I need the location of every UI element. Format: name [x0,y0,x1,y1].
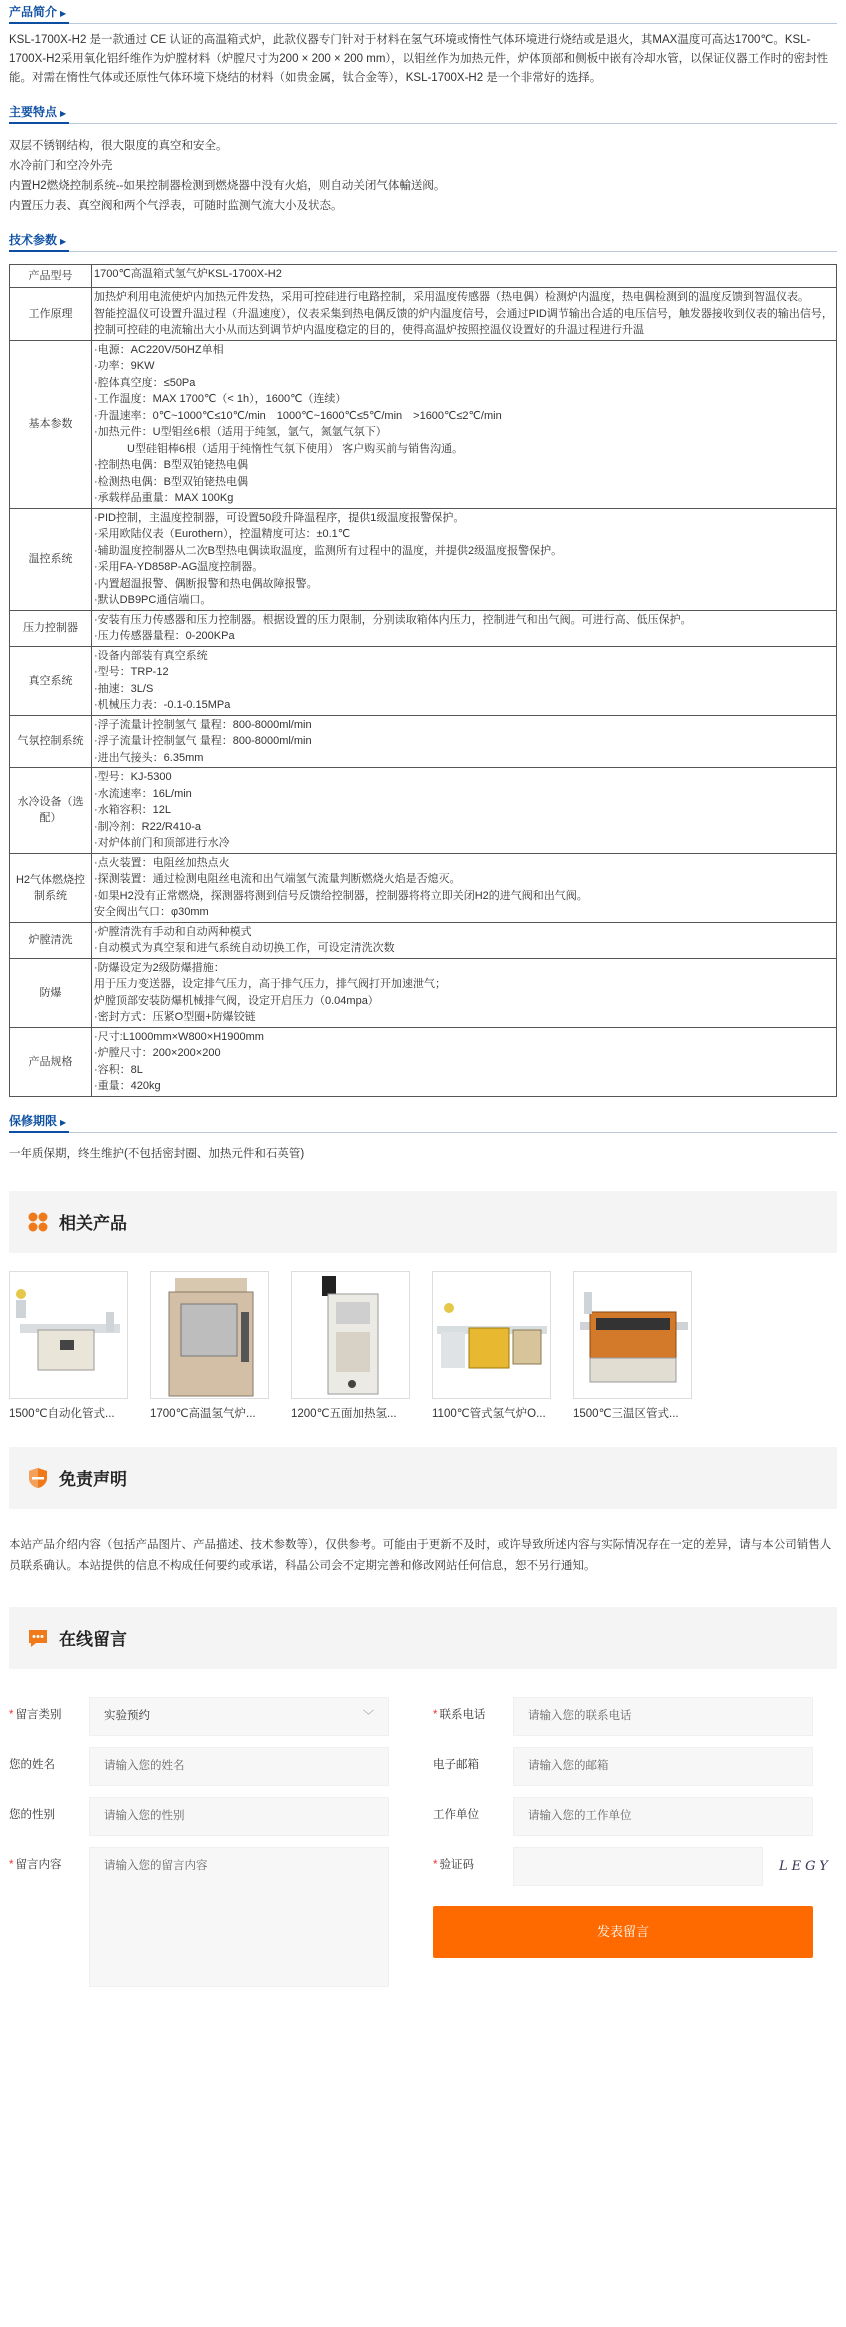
intro-paragraph: KSL-1700X-H2 是一款通过 CE 认证的高温箱式炉，此款仪器专门针对于材料在氢气环境或惰性气体环境进行烧结或是退火，其MAX温度可高达1700℃。KSL-1700X-H2采用氧化铝纤维作为炉膛材料（炉膛尺寸为200 × 200 × 200 mm），以钼丝作为加热元件，炉体顶部和侧板中嵌有冷却水管，以保证仪器工作时的密封性能。对需在惰性气体或还原性气体环境下烧结的材料（如贵金属，钛合金等），KSL-1700X-H2 是一个非常好的选择。 [9,34,829,84]
spec-line: ·抽速：3L/S [94,682,154,695]
table-row [10,853,837,922]
spec-line: ·辅助温度控制器从二次B型热电偶读取温度，监测所有过程中的温度，并提供2级温度报警保护。 [94,544,563,557]
message-form [9,1697,837,1987]
arrow-right-icon: ▶ [60,237,67,246]
spec-line: ·水箱容积：12L [94,804,172,816]
spec-line: ·压力传感器量程：0-200KPa [94,630,235,642]
spec-line: ·浮子流量计控制氩气 量程：800-8000ml/min [94,735,312,747]
spec-line: ·自动模式为真空泵和进气系统自动切换工作，可设定清洗次数 [94,942,395,954]
disclaimer-header [9,1447,837,1509]
table-row [10,922,837,958]
spec-line: ·型号：KJ-5300 [94,771,172,783]
field-label: 您的性别 [9,1808,55,1821]
spec-line: ·加热元件：U型钼丝6根（适用于纯氢，氩气，氮氩气氛下） [94,426,387,438]
spec-line: ·控制热电偶：B型双铂铑热电偶 [94,459,248,471]
message-textarea[interactable]: 请输入您的留言内容 [89,1847,389,1987]
spec-line: 智能控温仪可设置升温过程（升温速度），仪表采集到热电偶反馈的炉内温度信号，会通过PID调节输出合适的电压信号，触发器接收到仪表的输出信号，控制可控硅的电流输出大小从而达到调节炉内温度稳定的目的，使得高温炉按照控温仪设置好的升温过程进行升温 [94,307,833,336]
spec-line: ·水流速率：16L/min [94,787,192,800]
spec-line: 安全阀出气口：φ30mm [94,906,209,918]
captcha-input[interactable] [513,1847,763,1886]
spec-line: ·设备内部装有真空系统 [94,649,208,662]
spec-line: ·PID控制，主温度控制器，可设置50段升降温程序，提供1级温度报警保护。 [94,511,465,524]
table-row [10,1027,837,1096]
product-image[interactable] [291,1271,410,1399]
list-item: 水冷前门和空冷外壳 [9,160,113,172]
list-item: 内置压力表、真空阀和两个气浮表，可随时监测气流大小及状态。 [9,200,343,212]
spec-line: ·容积：8L [94,1063,143,1076]
spec-value [92,853,837,922]
product-name[interactable]: 1200℃五面加热氢... [291,1407,397,1420]
block-title: 在线留言 [59,1630,127,1649]
spec-line: ·型号：TRP-12 [94,666,169,678]
spec-key: 水冷设备（选配） [10,768,92,854]
product-name[interactable]: 1700℃高温氢气炉... [150,1407,256,1420]
submit-button[interactable]: 发表留言 [433,1906,813,1958]
spec-line: U型硅钼棒6根（适用于纯惰性气氛下使用） 客户购买前与销售沟通。 [94,442,464,455]
spec-table [9,264,837,1097]
spec-value [92,340,837,508]
section-header-warranty [9,1111,837,1133]
spec-line: ·升温速率：0℃~1000℃≤10℃/min 1000℃~1600℃≤5℃/min >1600℃≤2℃/min [94,409,502,422]
spec-line: ·默认DB9PC通信端口。 [94,594,212,606]
spec-value [92,922,837,958]
spec-value [92,768,837,854]
product-card[interactable] [9,1271,140,1421]
spec-line: ·安装有压力传感器和压力控制器。根据设置的压力限制，分别读取箱体内压力，控制进气和出气阀。可进行高、低压保护。 [94,613,692,626]
product-card[interactable] [573,1271,704,1421]
field-label: 电子邮箱 [433,1758,479,1771]
spec-line: ·对炉体前门和顶部进行水冷 [94,837,230,849]
product-name[interactable]: 1500℃三温区管式... [573,1407,679,1420]
spec-key: 工作原理 [10,288,92,341]
spec-line: ·如果H2没有正常燃烧，探测器将测到信号反馈给控制器，控制器将将立即关闭H2的进气阀和出气阀。 [94,889,588,902]
spec-line: ·功率：9KW [94,360,155,372]
table-row [10,340,837,508]
spec-key: 温控系统 [10,508,92,610]
product-card[interactable] [432,1271,563,1421]
list-item: 内置H2燃烧控制系统--如果控制器检测到燃烧器中没有火焰，则自动关闭气体輸送阀。 [9,180,446,192]
spec-line: ·炉膛清洗有手动和自动两种模式 [94,925,252,938]
field-label: * 联系电话 [433,1708,486,1721]
spec-line: 加热炉利用电流使炉内加热元件发热，采用可控硅进行电路控制，采用温度传感器（热电偶）检测炉内温度，热电偶检测到的温度反馈到智温仪表。 [94,291,809,303]
section-title: 保修期限 [9,1113,58,1128]
message-header [9,1607,837,1669]
product-image[interactable] [432,1271,551,1399]
spec-line: ·内置超温报警、偶断报警和热电偶故障报警。 [94,577,318,590]
field-label: 您的姓名 [9,1758,55,1771]
product-image[interactable] [573,1271,692,1399]
section-header-features [9,102,837,124]
field-label: * 验证码 [433,1858,474,1871]
spec-line: ·电源：AC220V/50HZ单相 [94,343,224,356]
spec-line: ·腔体真空度：≤50Pa [94,376,196,389]
related-products-header [9,1191,837,1253]
section-title: 产品简介 [9,5,58,19]
block-title: 免责声明 [59,1470,127,1489]
spec-line: ·点火装置：电阻丝加热点火 [94,856,230,869]
spec-line: ·进出气接头：6.35mm [94,751,204,764]
product-name[interactable]: 1100℃管式氢气炉O... [432,1407,546,1420]
table-row [10,958,837,1027]
spec-value [92,646,837,715]
arrow-right-icon: ▶ [60,9,67,18]
spec-value [92,265,837,288]
product-image[interactable] [9,1271,128,1399]
spec-key: 基本参数 [10,340,92,508]
chevron-down-icon: ﹀ [363,1709,374,1722]
table-row [10,768,837,854]
spec-line: ·机械压力表：-0.1-0.15MPa [94,699,231,711]
spec-line: ·尺寸:L1000mm×W800×H1900mm [94,1030,264,1043]
spec-value [92,958,837,1027]
section-title: 技术参数 [9,233,58,247]
related-products [9,1271,837,1421]
spec-key: 防爆 [10,958,92,1027]
table-row [10,265,837,288]
spec-line: ·炉膛尺寸：200×200×200 [94,1047,221,1059]
spec-key: 产品规格 [10,1027,92,1096]
name-input[interactable]: 请输入您的姓名 [89,1747,389,1786]
spec-value [92,715,837,768]
spec-line: ·检测热电偶：B型双铂铑热电偶 [94,475,248,488]
spec-value [92,610,837,646]
spec-line: ·浮子流量计控制氢气 量程：800-8000ml/min [94,718,312,731]
spec-line: 1700℃高温箱式氢气炉KSL-1700X-H2 [94,268,282,280]
arrow-right-icon: ▶ [60,1117,67,1127]
message-type-select[interactable]: 实验预约 ﹀ [89,1697,389,1736]
spec-value [92,508,837,610]
spec-line: ·承载样品重量：MAX 100Kg [94,492,234,504]
chat-bubble-icon [27,1627,49,1649]
spec-line: ·采用FA-YD858P-AG温度控制器。 [94,561,264,573]
product-card[interactable] [291,1271,422,1421]
spec-line: ·工作温度：MAX 1700℃（< 1h），1600℃（连续） [94,393,347,405]
section-header-intro [9,2,837,24]
spec-key: 真空系统 [10,646,92,715]
table-row [10,715,837,768]
feature-list [9,136,837,216]
table-row [10,508,837,610]
section-header-params [9,230,837,252]
arrow-right-icon: ▶ [60,109,67,118]
spec-value [92,1027,837,1096]
spec-key: H2气体燃烧控制系统 [10,853,92,922]
spec-line: 用于压力变送器，设定排气压力，高于排气压力，排气阀打开加速泄气； [94,978,446,990]
email-input[interactable]: 请输入您的邮箱 [513,1747,813,1786]
spec-line: ·密封方式：压紧O型圈+防爆铰链 [94,1011,256,1023]
shield-icon [27,1467,49,1489]
spec-line: ·制冷剂：R22/R410-a [94,820,201,833]
spec-line: ·采用欧陆仪表（Eurothern），控温精度可达：±0.1℃ [94,528,351,540]
spec-key: 压力控制器 [10,610,92,646]
block-title: 相关产品 [59,1214,127,1233]
field-label: * 留言类别 [9,1708,62,1721]
spec-line: ·重量：420kg [94,1080,161,1092]
spec-line: ·防爆设定为2级防爆措施： [94,961,225,974]
field-label: * 留言内容 [9,1858,62,1871]
spec-key: 气氛控制系统 [10,715,92,768]
spec-line: ·探测装置：通过检测电阻丝电流和出气端氢气流量判断燃烧火焰是否熄灭。 [94,873,461,885]
warranty-text: 一年质保期，终生维护(不包括密封圈、加热元件和石英管) [9,1147,305,1160]
disclaimer-text: 本站产品介绍内容（包括产品图片、产品描述、技术参数等），仅供参考。可能由于更新不及时，或许导致所述内容与实际情况存在一定的差异，请与本公司销售人员联系确认。本站提供的信息不构成任何要约或承诺，科晶公司会不定期完善和修改网站任何信息，恕不另行通知。 [9,1538,832,1572]
product-name[interactable]: 1500℃自动化管式... [9,1407,115,1420]
product-image[interactable] [150,1271,269,1399]
spec-key: 炉膛清洗 [10,922,92,958]
table-row [10,288,837,341]
captcha-image[interactable]: LEGY [779,1858,832,1874]
phone-input[interactable]: 请输入您的联系电话 [513,1697,813,1736]
table-row [10,646,837,715]
field-label: 工作单位 [433,1808,479,1821]
grid-flower-icon [27,1211,49,1233]
company-input[interactable]: 请输入您的工作单位 [513,1797,813,1836]
spec-value [92,288,837,341]
section-title: 主要特点 [9,105,58,119]
list-item: 双层不锈钢结构，很大限度的真空和安全。 [9,140,228,152]
spec-key: 产品型号 [10,265,92,288]
product-card[interactable] [150,1271,281,1421]
spec-line: 炉膛顶部安装防爆机械排气阀，设定开启压力（0.04mpa） [94,994,379,1007]
gender-input[interactable]: 请输入您的性别 [89,1797,389,1836]
table-row [10,610,837,646]
